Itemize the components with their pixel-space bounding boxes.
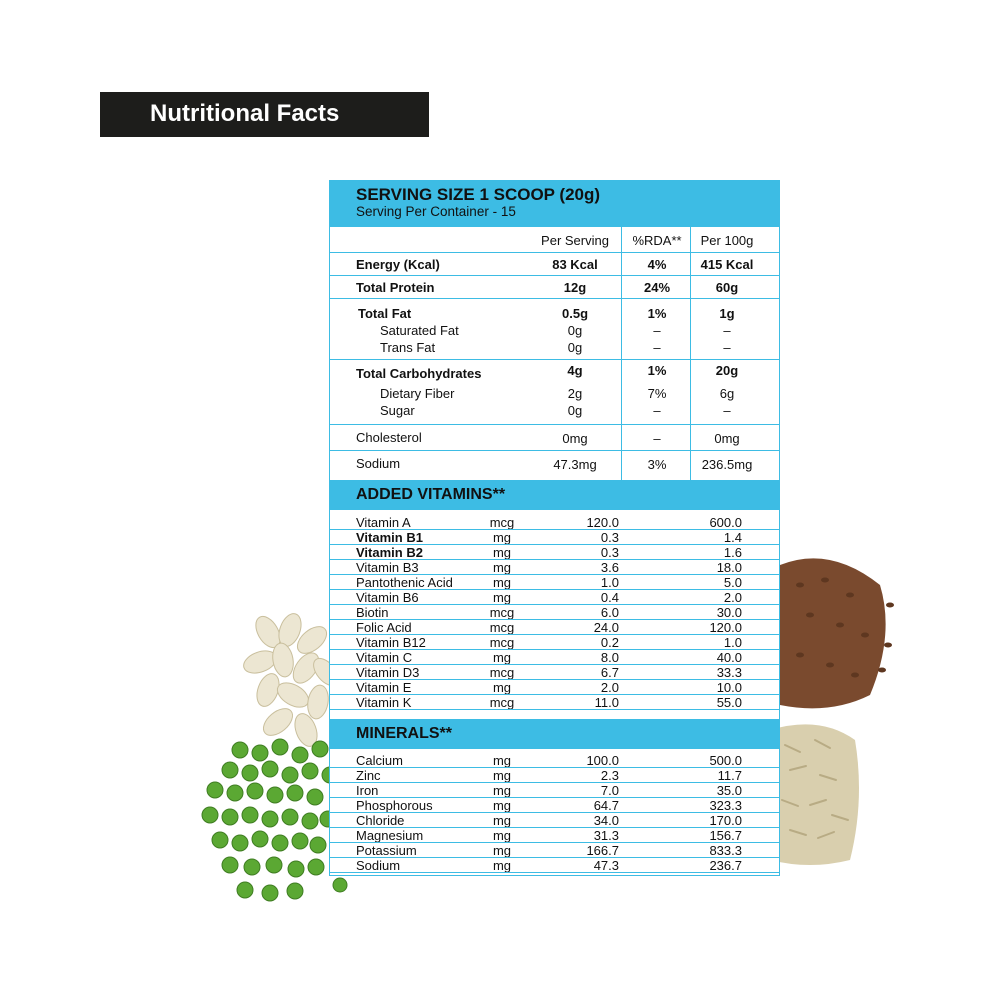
sat-fat-rda: –	[653, 323, 661, 338]
minerals-row-unit: mg	[492, 858, 512, 873]
vitamins-row-per-serving: 6.7	[600, 665, 619, 680]
minerals-row-unit: mg	[492, 813, 512, 828]
vitamins-row-name: Vitamin C	[356, 650, 413, 665]
column-header-per-serving: Per Serving	[541, 233, 609, 248]
carbs-per-100g: 20g	[715, 363, 739, 378]
carbs-per-serving: 4g	[567, 363, 583, 378]
vitamins-row-per-100g: 2.0	[723, 590, 742, 605]
sugar-per-serving: 0g	[567, 403, 583, 418]
minerals-row-unit: mg	[492, 753, 512, 768]
row-divider	[330, 604, 779, 605]
vitamins-title: ADDED VITAMINS**	[356, 486, 506, 503]
minerals-row-name: Sodium	[356, 858, 401, 873]
vitamins-row-name: Vitamin K	[356, 695, 412, 710]
vitamins-row-per-100g: 55.0	[716, 695, 742, 710]
minerals-row-per-serving: 47.3	[593, 858, 619, 873]
carbs-rda: 1%	[647, 363, 667, 378]
vitamins-row-per-100g: 5.0	[723, 575, 742, 590]
divider	[330, 359, 779, 360]
energy-rda: 4%	[647, 257, 667, 272]
minerals-row-per-100g: 500.0	[709, 753, 742, 768]
cholesterol-per-serving: 0mg	[562, 431, 588, 446]
minerals-row-name: Iron	[356, 783, 379, 798]
fiber-per-serving: 2g	[567, 386, 583, 401]
sat-fat-per-100g: –	[723, 323, 731, 338]
minerals-row-name: Calcium	[356, 753, 403, 768]
vitamins-header	[330, 480, 779, 510]
minerals-row-name: Magnesium	[356, 828, 424, 843]
minerals-row-name: Potassium	[356, 843, 417, 858]
energy-label: Energy (Kcal)	[356, 257, 440, 272]
cholesterol-label: Cholesterol	[356, 430, 422, 445]
column-divider	[621, 227, 622, 480]
minerals-row-per-100g: 323.3	[709, 798, 742, 813]
minerals-row-per-serving: 100.0	[586, 753, 619, 768]
minerals-row-per-serving: 31.3	[593, 828, 619, 843]
vitamins-row-per-serving: 0.4	[600, 590, 619, 605]
vitamins-row-per-serving: 6.0	[600, 605, 619, 620]
minerals-row-per-100g: 11.7	[717, 768, 742, 783]
divider	[330, 275, 779, 276]
minerals-header	[330, 719, 779, 749]
fat-per-serving: 0.5g	[561, 306, 589, 321]
minerals-row-per-100g: 833.3	[709, 843, 742, 858]
sodium-rda: 3%	[647, 457, 667, 472]
minerals-row-per-100g: 35.0	[716, 783, 742, 798]
fat-per-100g: 1g	[719, 306, 735, 321]
minerals-title: MINERALS**	[356, 725, 453, 742]
vitamins-row-per-100g: 18.0	[716, 560, 742, 575]
vitamins-row-per-100g: 10.0	[716, 680, 742, 695]
divider	[330, 450, 779, 451]
servings-per-container: Serving Per Container - 15	[356, 204, 516, 219]
minerals-row-per-serving: 7.0	[600, 783, 619, 798]
vitamins-row-per-100g: 33.3	[716, 665, 742, 680]
row-divider	[330, 709, 779, 710]
divider	[330, 424, 779, 425]
vitamins-row-name: Vitamin B6	[356, 590, 419, 605]
sodium-per-serving: 47.3mg	[553, 457, 597, 472]
vitamins-row-per-100g: 30.0	[716, 605, 742, 620]
vitamins-row-unit: mg	[492, 680, 512, 695]
vitamins-row-per-serving: 2.0	[600, 680, 619, 695]
divider	[330, 252, 779, 253]
fat-label: Total Fat	[358, 306, 412, 321]
vitamins-row-name: Vitamin A	[356, 515, 411, 530]
minerals-row-unit: mg	[492, 843, 512, 858]
sugar-per-100g: –	[723, 403, 731, 418]
serving-header	[330, 181, 779, 227]
vitamins-row-name: Pantothenic Acid	[356, 575, 453, 590]
vitamins-row-name: Vitamin B3	[356, 560, 419, 575]
sat-fat-label: Saturated Fat	[380, 323, 459, 338]
protein-rda: 24%	[643, 280, 671, 295]
column-header-rda: %RDA**	[632, 233, 682, 248]
vitamins-row-per-100g: 1.6	[723, 545, 742, 560]
vitamins-row-name: Folic Acid	[356, 620, 412, 635]
sugar-label: Sugar	[380, 403, 415, 418]
fiber-label: Dietary Fiber	[380, 386, 455, 401]
trans-fat-label: Trans Fat	[380, 340, 436, 355]
column-header-per-100g: Per 100g	[700, 233, 754, 248]
sodium-per-100g: 236.5mg	[701, 457, 753, 472]
vitamins-row-name: Vitamin B12	[356, 635, 426, 650]
energy-per-100g: 415 Kcal	[700, 257, 754, 272]
carbs-label: Total Carbohydrates	[356, 366, 482, 381]
vitamins-row-per-100g: 600.0	[709, 515, 742, 530]
protein-label: Total Protein	[356, 280, 435, 295]
vitamins-row-per-100g: 120.0	[709, 620, 742, 635]
vitamins-row-unit: mg	[492, 575, 512, 590]
minerals-row-per-100g: 236.7	[709, 858, 742, 873]
cholesterol-per-100g: 0mg	[714, 431, 740, 446]
minerals-row-unit: mg	[492, 798, 512, 813]
minerals-row-per-serving: 166.7	[586, 843, 619, 858]
vitamins-row-unit: mcg	[489, 605, 515, 620]
minerals-row-per-100g: 170.0	[709, 813, 742, 828]
divider	[330, 298, 779, 299]
trans-fat-per-100g: –	[723, 340, 731, 355]
row-divider	[330, 782, 779, 783]
vitamins-row-unit: mcg	[489, 635, 515, 650]
vitamins-row-unit: mcg	[489, 515, 515, 530]
sat-fat-per-serving: 0g	[567, 323, 583, 338]
sugar-rda: –	[653, 403, 661, 418]
row-divider	[330, 872, 779, 873]
vitamins-row-per-serving: 1.0	[600, 575, 619, 590]
vitamins-row-unit: mcg	[489, 620, 515, 635]
protein-per-serving: 12g	[563, 280, 587, 295]
vitamins-row-name: Vitamin B2	[356, 545, 423, 560]
vitamins-row-name: Vitamin E	[356, 680, 412, 695]
sodium-label: Sodium	[356, 456, 401, 471]
vitamins-row-unit: mg	[492, 545, 512, 560]
minerals-row-unit: mg	[492, 783, 512, 798]
vitamins-row-unit: mcg	[489, 695, 515, 710]
protein-per-100g: 60g	[715, 280, 739, 295]
trans-fat-per-serving: 0g	[567, 340, 583, 355]
column-divider	[690, 227, 691, 480]
minerals-row-per-100g: 156.7	[709, 828, 742, 843]
vitamins-row-per-serving: 3.6	[600, 560, 619, 575]
vitamins-row-unit: mg	[492, 650, 512, 665]
row-divider	[330, 767, 779, 768]
minerals-row-name: Zinc	[356, 768, 381, 783]
minerals-row-name: Chloride	[356, 813, 405, 828]
title-banner	[100, 92, 429, 137]
vitamins-row-per-100g: 1.0	[723, 635, 742, 650]
nutrition-facts-panel	[329, 180, 780, 876]
vitamins-row-unit: mg	[492, 530, 512, 545]
vitamins-row-unit: mg	[492, 590, 512, 605]
vitamins-row-unit: mcg	[489, 665, 515, 680]
vitamins-row-name: Biotin	[356, 605, 389, 620]
page-title: Nutritional Facts	[150, 100, 340, 127]
minerals-row-per-serving: 2.3	[600, 768, 619, 783]
vitamins-row-name: Vitamin D3	[356, 665, 420, 680]
minerals-row-per-serving: 34.0	[593, 813, 619, 828]
vitamins-row-per-serving: 8.0	[600, 650, 619, 665]
vitamins-row-per-100g: 40.0	[716, 650, 742, 665]
minerals-row-name: Phosphorous	[356, 798, 433, 813]
minerals-row-unit: mg	[492, 828, 512, 843]
vitamins-row-per-100g: 1.4	[723, 530, 742, 545]
flax-seeds-image	[770, 545, 900, 720]
trans-fat-rda: –	[653, 340, 661, 355]
vitamins-row-per-serving: 0.3	[600, 545, 619, 560]
serving-size: SERVING SIZE 1 SCOOP (20g)	[356, 185, 601, 204]
vitamins-row-per-serving: 24.0	[593, 620, 619, 635]
fat-rda: 1%	[647, 306, 667, 321]
vitamins-row-unit: mg	[492, 560, 512, 575]
fiber-per-100g: 6g	[719, 386, 735, 401]
vitamins-row-per-serving: 11.0	[594, 695, 619, 710]
fiber-rda: 7%	[647, 386, 667, 401]
brown-rice-image	[770, 720, 865, 870]
vitamins-row-name: Vitamin B1	[356, 530, 423, 545]
vitamins-row-per-serving: 0.3	[600, 530, 619, 545]
minerals-row-unit: mg	[492, 768, 512, 783]
minerals-row-per-serving: 64.7	[593, 798, 619, 813]
energy-per-serving: 83 Kcal	[552, 257, 598, 272]
vitamins-row-per-serving: 0.2	[600, 635, 619, 650]
vitamins-row-per-serving: 120.0	[586, 515, 619, 530]
cholesterol-rda: –	[653, 431, 661, 446]
